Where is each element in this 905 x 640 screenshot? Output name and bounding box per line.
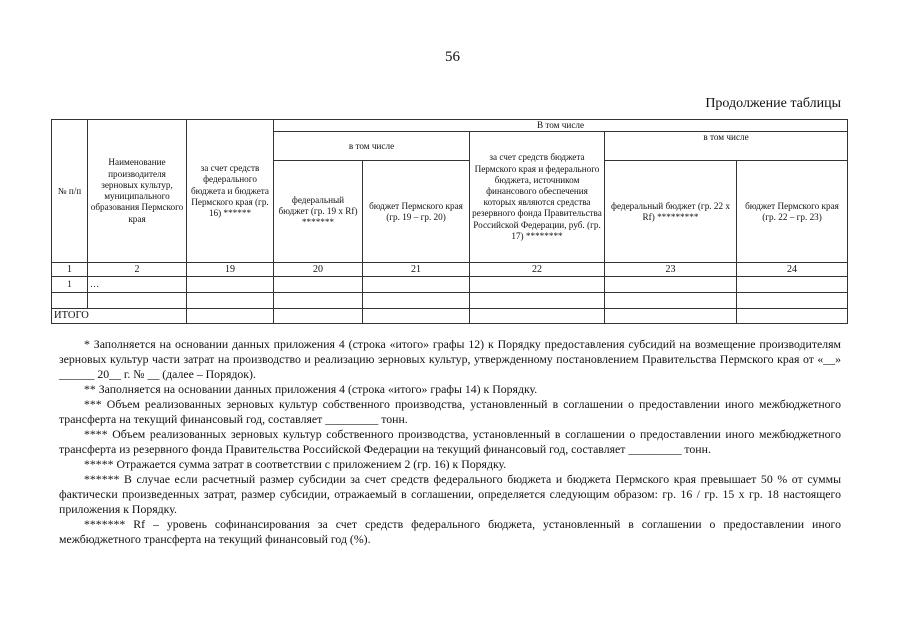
- empty-cell: [88, 293, 187, 309]
- empty-cell: [363, 309, 470, 324]
- footnote: * Заполняется на основании данных приложения 4 (строка «итого» графы 12) к Порядку предоставления субсидий на возмещение производителям зерновых культур части затрат на производство и реализацию зерновых культур, утвержденному постановлением Правительства Пермского края от «__» ______ 20__ г. № __ (далее – Порядок).: [59, 337, 841, 381]
- footnote: **** Объем реализованных зерновых культур собственного производства, установленный в соглашении о предоставлении иного межбюджетного трансферта из резервного фонда Правительства Российской Федерации на текущий финансовый год, составляет _________ тонн.: [59, 427, 841, 456]
- footnote: ***** Отражается сумма затрат в соответствии с приложением 2 (гр. 16) к Порядку.: [84, 457, 507, 471]
- header-col24: бюджет Пермского края (гр. 22 – гр. 23): [737, 161, 848, 263]
- header-including-2: в том числе: [605, 132, 848, 161]
- colnum-cell: 1: [52, 263, 88, 277]
- footnote: ****** В случае если расчетный размер субсидии за счет средств федерального бюджета и бюджета Пермского края превышает 50 % от суммы фактически произведенных затрат, размер субсидии, отражаемый в соглашении, определяется следующим образом: гр. 16 / гр. 15 х гр. 18 настоящего приложения к Порядку.: [59, 472, 841, 516]
- header-top-group: В том числе: [274, 120, 848, 132]
- empty-cell: [470, 277, 605, 293]
- empty-cell: [470, 293, 605, 309]
- header-col21: бюджет Пермского края (гр. 19 – гр. 20): [363, 161, 470, 263]
- empty-cell: [187, 309, 274, 324]
- header-col23: федеральный бюджет (гр. 22 х Rf) *********: [605, 161, 737, 263]
- empty-cell: [52, 293, 88, 309]
- page-number: 56: [445, 49, 460, 65]
- header-col19: за счет средств федерального бюджета и бюджета Пермского края (гр. 16) ******: [187, 120, 274, 263]
- column-number-row: [52, 263, 848, 277]
- empty-cell: [605, 293, 737, 309]
- empty-cell: [274, 293, 363, 309]
- colnum-cell: 21: [363, 263, 470, 277]
- colnum-cell: 2: [88, 263, 187, 277]
- empty-cell: [363, 293, 470, 309]
- empty-cell: [737, 277, 848, 293]
- empty-cell: [470, 309, 605, 324]
- header-producer: Наименование производителя зерновых культур, муниципального образования Пермского края: [88, 120, 187, 263]
- footnote: ******* Rf – уровень софинансирования за счет средств федерального бюджета, установленный в соглашении о предоставлении иного межбюджетного трансферта на текущий финансовый год (%).: [59, 517, 841, 546]
- empty-cell: [737, 293, 848, 309]
- colnum-cell: 23: [605, 263, 737, 277]
- footnote: ** Заполняется на основании данных приложения 4 (строка «итого» графы 14) к Порядку.: [84, 382, 538, 396]
- total-row: [52, 309, 848, 324]
- table-row: [52, 277, 848, 293]
- colnum-cell: 20: [274, 263, 363, 277]
- empty-cell: [274, 309, 363, 324]
- row-name: …: [88, 277, 187, 293]
- header-col20: федеральный бюджет (гр. 19 х Rf) *******: [274, 161, 363, 263]
- footnotes: [59, 337, 841, 547]
- table-continuation-label: Продолжение таблицы: [705, 96, 841, 111]
- empty-cell: [187, 293, 274, 309]
- empty-cell: [274, 277, 363, 293]
- header-including-1: в том числе: [274, 132, 470, 161]
- row-number: 1: [52, 277, 88, 293]
- header-col22: за счет средств бюджета Пермского края и федерального бюджета, источником финансового обеспечения которых являются средства резервного фонда Правительства Российской Федерации, руб. (гр. 17) ********: [470, 132, 605, 263]
- empty-cell: [737, 309, 848, 324]
- header-num: № п/п: [52, 120, 88, 263]
- colnum-cell: 19: [187, 263, 274, 277]
- total-label: ИТОГО: [52, 309, 187, 324]
- empty-cell: [605, 309, 737, 324]
- footnote: *** Объем реализованных зерновых культур собственного производства, установленный в соглашении о предоставлении иного межбюджетного трансферта на текущий финансовый год, составляет _________ тонн.: [59, 397, 841, 426]
- subsidy-table: [51, 119, 848, 324]
- colnum-cell: 22: [470, 263, 605, 277]
- colnum-cell: 24: [737, 263, 848, 277]
- empty-cell: [187, 277, 274, 293]
- empty-cell: [605, 277, 737, 293]
- empty-cell: [363, 277, 470, 293]
- table-row: [52, 293, 848, 309]
